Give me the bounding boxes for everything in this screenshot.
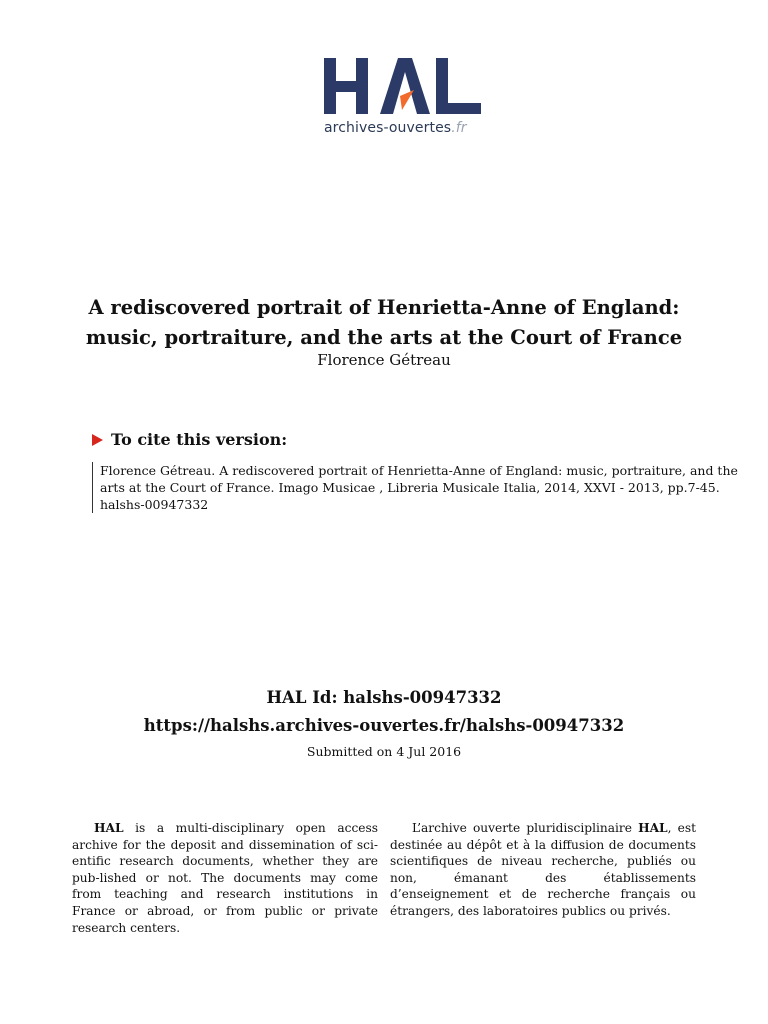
author: Florence Gétreau — [317, 351, 451, 369]
hal-url-link[interactable]: https://halshs.archives-ouvertes.fr/halshs-00947332 — [143, 716, 625, 735]
citation-line-3: halshs-00947332 — [100, 497, 209, 512]
english-notice: HAL is a multi-disciplinary open access archive for the deposit and dissemination of sci-entific research documents, whether they are pub-lished or not. The documents may come from teaching and research institutions in France or abroad, or from public or private research centers. — [72, 821, 378, 935]
logo-subtitle: archives-ouvertes.fr — [324, 120, 467, 136]
hal-id-block — [0, 684, 768, 740]
hal-wordmark — [322, 54, 486, 118]
title-line-2: music, portraiture, and the arts at the Court of France — [85, 326, 683, 349]
citation-line-2: arts at the Court of France. Imago Musicae , Libreria Musicale Italia, 2014, XXVI - 2013, pp.7-45. — [100, 480, 720, 495]
document-title — [0, 293, 768, 353]
citation-line-1: Florence Gétreau. A rediscovered portrait of Henrietta-Anne of England: music, portraiture, and the — [100, 463, 738, 478]
red-triangle-icon — [92, 434, 103, 446]
cite-heading: To cite this version: — [92, 430, 287, 449]
title-line-1: A rediscovered portrait of Henrietta-Anne of England: — [88, 296, 680, 319]
citation-block — [92, 462, 740, 513]
submitted-date: Submitted on 4 Jul 2016 — [306, 744, 462, 759]
french-notice: L’archive ouverte pluridisciplinaire HAL, est destinée au dépôt et à la diffusion de documents scientifiques de niveau recherche, publiés ou non, émanant des établissements d’enseignement et de recherche français ou étrangers, des laboratoires publics ou privés. — [390, 821, 696, 918]
hal-logo — [322, 54, 486, 144]
hal-id: HAL Id: halshs-00947332 — [266, 688, 502, 707]
